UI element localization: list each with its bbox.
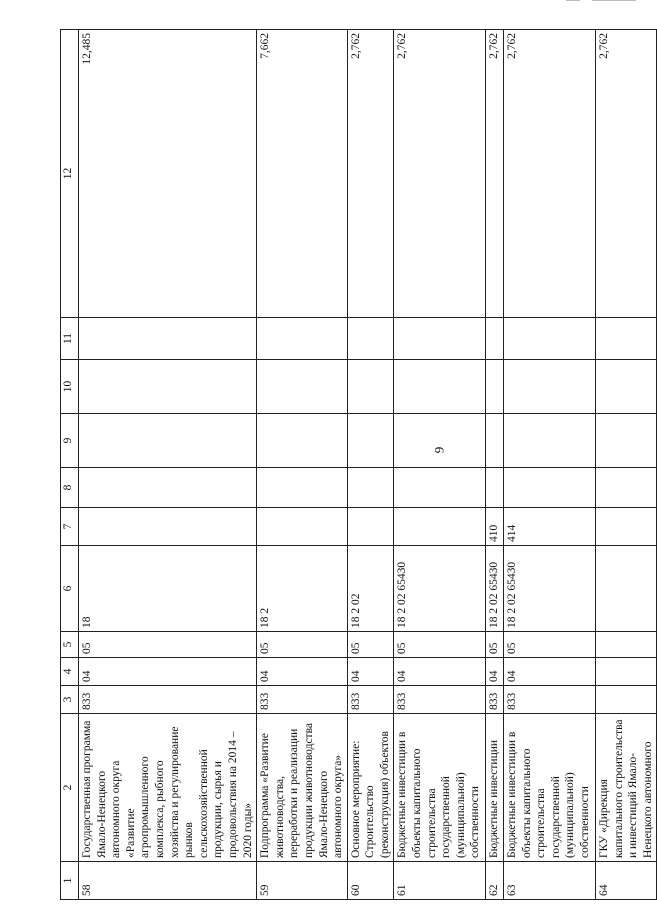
rotated-table — [60, 30, 654, 900]
cell-c10 — [486, 360, 504, 414]
cell-c9 — [257, 414, 348, 468]
cell-c8 — [257, 468, 348, 508]
cell-c3: 833 — [79, 686, 257, 714]
cell-c5: 05 — [257, 632, 348, 658]
cell-c4: 04 — [257, 658, 348, 686]
cell-c6: 18 2 02 65430 — [504, 546, 596, 632]
cell-c4: 04 — [79, 658, 257, 686]
row-number: 60 — [347, 862, 394, 900]
cell-c3: 833 — [257, 686, 348, 714]
header-row — [61, 30, 79, 900]
cell-c6: 18 2 02 65430 — [486, 546, 504, 632]
cell-c11 — [486, 318, 504, 360]
cell-c11 — [394, 318, 486, 360]
cell-c4: 04 — [347, 658, 394, 686]
row-name: Государственная программа Ямало-Ненецкого автономного округа «Развитие агропромышленного комплекса, рыбного хозяйства и регулирование рынков сельскохозяйственной продукции, сырья и продовольствия на 2014 – 2020 годы» — [79, 714, 257, 862]
cell-c5: 05 — [394, 632, 486, 658]
cell-c10 — [347, 360, 394, 414]
cell-c6: 18 2 02 — [347, 546, 394, 632]
cell-c11 — [596, 318, 657, 360]
row-name: Бюджетные инвестиции в объекты капитального строительства государственной (муниципальной) собственности — [394, 714, 486, 862]
cell-c3: 833 — [394, 686, 486, 714]
cell-c8 — [347, 468, 394, 508]
column-header: 4 — [61, 658, 79, 686]
budget-table — [60, 29, 657, 900]
row-number: 64 — [596, 862, 657, 900]
row-number: 59 — [257, 862, 348, 900]
cell-c10 — [394, 360, 486, 414]
table-row — [257, 30, 348, 900]
cell-c11 — [257, 318, 348, 360]
column-header: 8 — [61, 468, 79, 508]
cell-c7: 414 — [504, 508, 596, 546]
cell-c4: 04 — [486, 658, 504, 686]
cell-c12: 7,662 — [257, 30, 348, 318]
cell-c12: 2,762 — [486, 30, 504, 318]
rotated-table-sheet — [60, 30, 654, 900]
column-header: 7 — [61, 508, 79, 546]
cell-c12: 2,762 — [394, 30, 486, 318]
cell-c7 — [347, 508, 394, 546]
cell-c6 — [596, 546, 657, 632]
cell-c3: 833 — [486, 686, 504, 714]
cell-c6: 18 2 — [257, 546, 348, 632]
cell-c8 — [394, 468, 486, 508]
row-number: 58 — [79, 862, 257, 900]
cell-c11 — [79, 318, 257, 360]
cell-c9 — [504, 414, 596, 468]
row-name: Подпрограмма «Развитие животноводства, переработки и реализации продукции животноводства Ямало-Ненецкого автономного округа» — [257, 714, 348, 862]
cell-c7 — [394, 508, 486, 546]
cell-c7 — [596, 508, 657, 546]
cell-c3 — [596, 686, 657, 714]
column-header: 6 — [61, 546, 79, 632]
cell-c9 — [79, 414, 257, 468]
cell-c12: 2,762 — [596, 30, 657, 318]
cell-c8 — [79, 468, 257, 508]
cell-c12: 2,762 — [347, 30, 394, 318]
row-name: Основное мероприятие: Строительство (реконструкция) объектов — [347, 714, 394, 862]
cell-c6: 18 2 02 65430 — [394, 546, 486, 632]
cell-c5: 05 — [504, 632, 596, 658]
table-row — [596, 30, 657, 900]
cell-c11 — [347, 318, 394, 360]
cell-c5 — [596, 632, 657, 658]
cell-c8 — [486, 468, 504, 508]
cell-c12: 2,762 — [504, 30, 596, 318]
table-row — [486, 30, 504, 900]
row-number: 63 — [504, 862, 596, 900]
cell-c9 — [596, 414, 657, 468]
row-number: 61 — [394, 862, 486, 900]
cell-c11 — [504, 318, 596, 360]
cell-c4 — [596, 658, 657, 686]
cell-c3: 833 — [347, 686, 394, 714]
column-header: 11 — [61, 318, 79, 360]
cell-c3: 833 — [504, 686, 596, 714]
column-header: 10 — [61, 360, 79, 414]
cell-c10 — [257, 360, 348, 414]
cell-c7 — [79, 508, 257, 546]
column-header: 1 — [61, 862, 79, 900]
row-name: Бюджетные инвестиции — [486, 714, 504, 862]
cell-c9 — [486, 414, 504, 468]
cell-c9 — [347, 414, 394, 468]
column-header: 3 — [61, 686, 79, 714]
table-row — [347, 30, 394, 900]
cell-c5: 05 — [79, 632, 257, 658]
row-name: Бюджетные инвестиции в объекты капитального строительства государственной (муниципальной) собственности — [504, 714, 596, 862]
cell-c5: 05 — [486, 632, 504, 658]
cell-c10 — [596, 360, 657, 414]
table-row — [504, 30, 596, 900]
cell-c4: 04 — [394, 658, 486, 686]
row-number: 62 — [486, 862, 504, 900]
cell-c10 — [79, 360, 257, 414]
table-row — [394, 30, 486, 900]
cell-c4: 04 — [504, 658, 596, 686]
cell-c8 — [504, 468, 596, 508]
page-number: 9 — [431, 446, 447, 454]
column-header: 5 — [61, 632, 79, 658]
table-row — [79, 30, 257, 900]
cell-c5: 05 — [347, 632, 394, 658]
cell-c7: 410 — [486, 508, 504, 546]
cell-c8 — [596, 468, 657, 508]
cell-c12: 12,485 — [79, 30, 257, 318]
cell-c10 — [504, 360, 596, 414]
row-name: ГКУ «Дирекция капитального строительства и инвестиций Ямало-Ненецкого автономного — [596, 714, 657, 862]
scan-edge-mark — [566, 0, 636, 6]
column-header: 12 — [61, 30, 79, 318]
column-header: 2 — [61, 714, 79, 862]
cell-c9 — [394, 414, 486, 468]
cell-c7 — [257, 508, 348, 546]
column-header: 9 — [61, 414, 79, 468]
cell-c6: 18 — [79, 546, 257, 632]
